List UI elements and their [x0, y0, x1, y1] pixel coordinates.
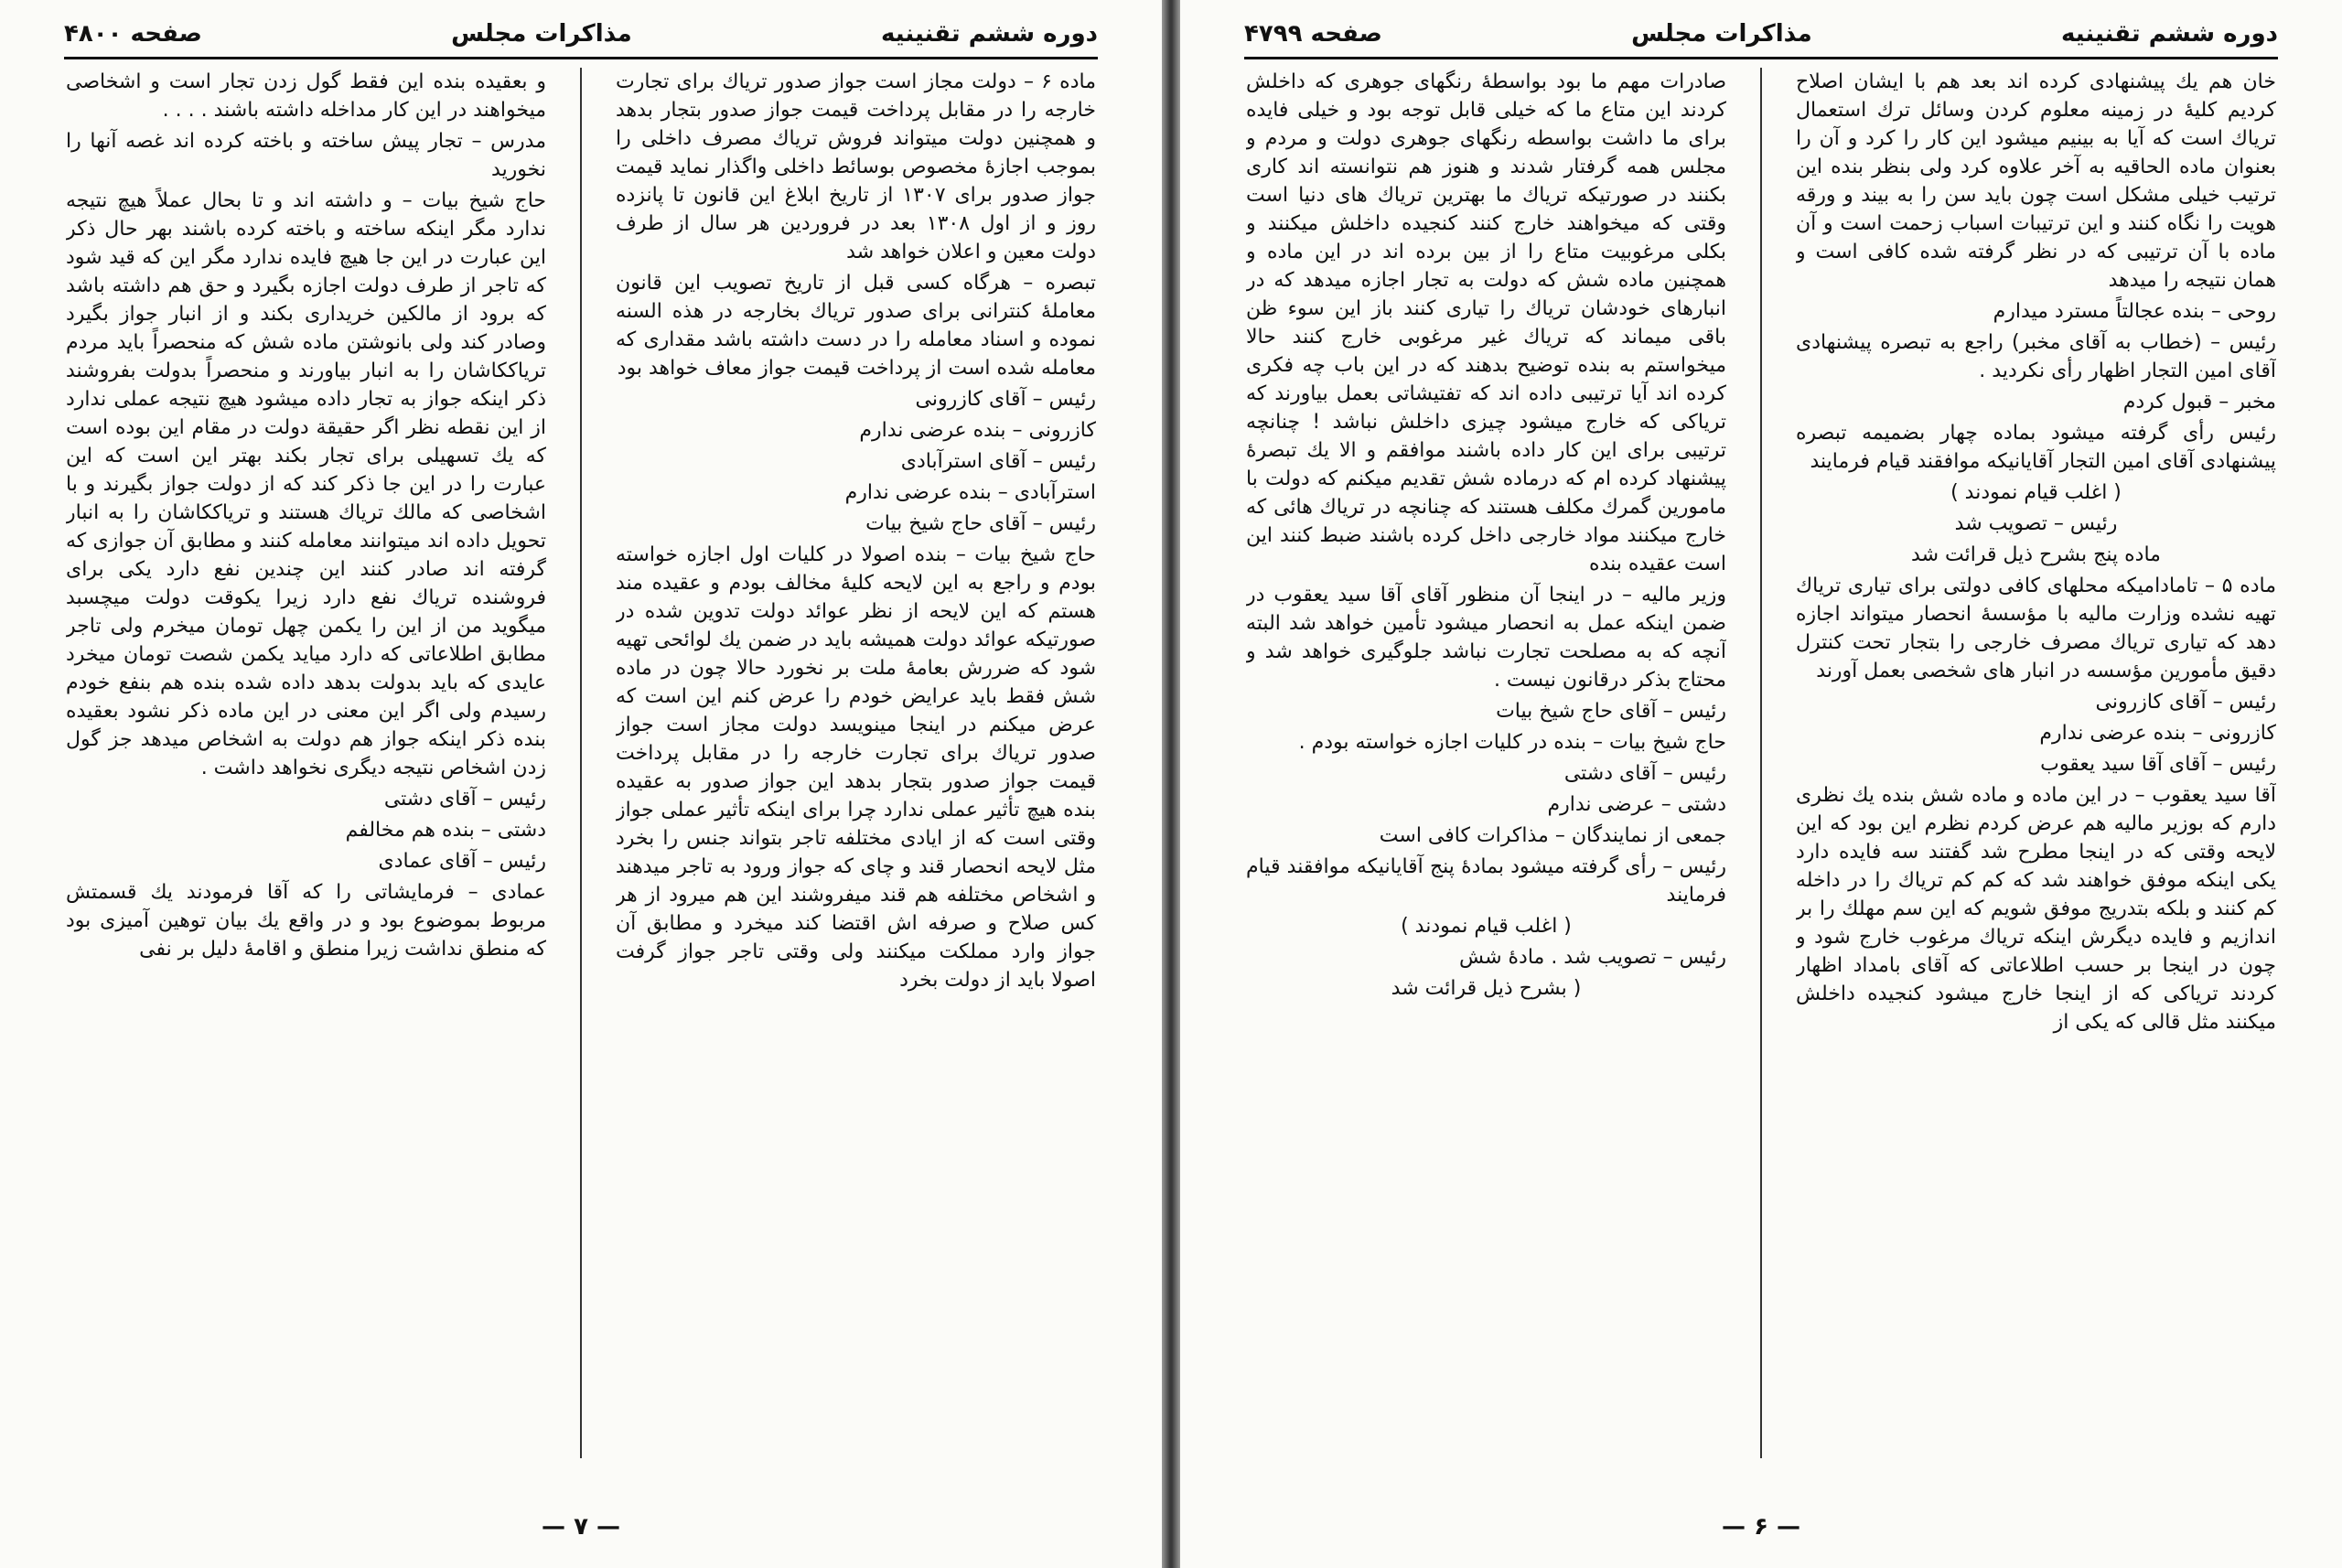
paragraph: رئیس – آقای آقا سید یعقوب: [2040, 753, 2276, 776]
paragraph: مدرس – تجار پیش ساخته و باخته کرده اند غصه آنها را نخورید: [66, 130, 546, 181]
page-4800: [0, 0, 1162, 1568]
paragraph: دشتی – عرضی ندارم: [1547, 793, 1726, 816]
paragraph: رئیس – رأی گرفته میشود بمادهٔ پنج آقایانیکه موافقند قیام فرمایند: [1246, 855, 1726, 907]
paragraph: رئیس – آقای دشتی: [383, 788, 546, 811]
book-gutter: [1162, 0, 1180, 1568]
text-column-left: [66, 68, 546, 1458]
page-number: — ۶ —: [1722, 1513, 1800, 1541]
header-title: مذاکرات مجلس: [1631, 20, 1812, 48]
paragraph: حاج شیخ بیات – بنده در کلیات اجازه خواسته بودم .: [1298, 731, 1726, 754]
paragraph: مخبر – قبول کردم: [2122, 391, 2276, 413]
header-page-label: صفحه ۴۷۹۹: [1244, 20, 1382, 48]
paragraph: وزیر مالیه – در اینجا آن منظور آقای آقا سید یعقوب در ضمن اینکه عمل به انحصار میشود تأمین خواهد شد البته آنچه که به مصلحت تجارت نباشد جلوگیری خواهد شد و محتاج بذکر درقانون نیست .: [1246, 584, 1726, 692]
header-rule: [64, 57, 1098, 59]
text-column-left: [1246, 68, 1726, 1458]
paragraph: رئیس – آقای دشتی: [1563, 762, 1726, 785]
text-column-right: [1796, 68, 2276, 1458]
paragraph: ماده ۵ – تامادامیکه محلهای کافی دولتی برای تیاری تریاك تهیه نشده وزارت مالیه با مؤسسهٔ انحصار میتواند اجازه دهد که تیاری تریاك مصرف خارجی را بتجار تحت کنترل دقیق مأمورین مؤسسه در انبار های شخصی بعمل آورند: [1796, 575, 2276, 682]
paragraph: رئیس – آقای حاج شیخ بیات: [1496, 700, 1726, 723]
paragraph: حاج شیخ بیات – و داشته اند و تا بحال عملاً هیچ نتیجه ندارد مگر اینکه ساخته و باخته کرده باشند بهر حال ذکر این عبارت در این جا هیچ فایده ندارد مگر این که قید شود که تاجر از طرف دولت اجازه بگیرد و حق هم داشته باشد که برود از مالکین خریداری بکند و از انبار جواز بگیرد وصادر کند ولی بانوشتن ماده شش که منحصراً باید مردم تریاککاشان را به انبار بیاورند و منحصراً بدولت بفروشند ذکر اینکه جواز به تجار داده میشود هیچ نتیجه عملی ندارد از این نقطه نظر اگر حقیقة دولت در مقام این بوده است که یك تسهیلی برای تجار بکند بهتر این است که این عبارت را در این جا ذکر کند که از دولت جواز بگیرند و با اشخاصی که مالك تریاك هستند و تریاککاشان را به انبار تحویل داده اند میتوانند معامله کنند و مطابق آن جوازی که گرفته اند صادر کنند این چندین نفع دارد یکی برای فروشنده تریاك نفع دارد زیرا یکوقت دولت میچسبد میگوید من از این را یکمن چهل تومان میخرم ولی تاجر مطابق اطلاعاتی که دارد میاید یکمن شصت تومان میخرد عایدی که باید بدولت بدهد داده شده بنده هم بنفع خودم رسیدم ولی اگر این معنی در این ماده ذکر نشود بعقیده بنده ذکر اینکه جواز هم دولت به اشخاص میدهد جز گول زدن اشخاص نتیجه دیگری نخواهد داشت .: [66, 189, 546, 779]
page-header: [1244, 13, 2278, 55]
paragraph: ( اغلب قیام نمودند ): [1950, 481, 2122, 504]
column-divider: [580, 68, 582, 1458]
page-header: [64, 13, 1098, 55]
header-rule: [1244, 57, 2278, 59]
paragraph: رئیس – آقای عمادی: [378, 850, 546, 873]
paragraph: حاج شیخ بیات – بنده اصولا در کلیات اول اجازه خواسته بودم و راجع به این لایحه کلیهٔ مخالف بودم و عقیده مند هستم که این لایحه از نظر عوائد دولت تدوین شده در صورتیکه عوائد دولت همیشه باید در ضمن یك لوائحی تهیه شود که ضررش بعامهٔ ملت بر نخورد حالا چون در ماده شش فقط باید عرایض خودم را عرض کنم این است که عرض میکنم در اینجا مینویسد دولت مجاز است جواز صدور تریاك برای تجارت خارجه را در مقابل پرداخت قیمت جواز صدور بتجار بدهد این جواز صدور به عقیده بنده هیچ تأثیر عملی ندارد چرا برای اینکه تأثیر عملی جواز وقتی است که از ایادی مختلفه تاجر بتواند جنس را بخرد مثل لایحه انحصار قند و چای که جواز ورود به تاجر میدهند و اشخاص مختلفه هم قند میفروشند این هم میرود از هر کس صلاح و صرفه اش اقتضا کند میخرد و مطابق آن جواز وارد مملکت میکنند ولی وقتی تاجر جواز گرفت اصولا باید از دولت بخرد: [616, 543, 1096, 992]
paragraph: ( بشرح ذیل قرائت شد: [1391, 977, 1582, 1000]
page-number: — ۷ —: [542, 1513, 620, 1541]
paragraph: کازرونی – بنده عرضی ندارم: [2039, 722, 2276, 745]
paragraph: رئیس – تصویب شد: [1954, 512, 2118, 535]
paragraph: صادرات مهم ما بود بواسطهٔ رنگهای جوهری که داخلش کردند این متاع ما که خیلی قابل توجه بود و خیلی فایده برای ما داشت بواسطه رنگهای جوهری دولت و مردم و مجلس همه گرفتار شدند و هنوز هم نتوانسته اند کاری بکنند در صورتیکه تریاك ما بهترین تریاك های دنیا است وقتی که میخواهند خارج کنند کنجیده داخلش میکنند و بکلی مرغوبیت متاع را از بین برده اند در این ماده و همچنین ماده شش که دولت به تجار اجازه میدهد که در انبارهای خودشان تریاك را تیاری کنند باز این سوء ظن باقی میماند که تریاك غیر مرغوبی خارج کنند حالا میخواستم به بنده توضیح بدهند که در این باب چه فکری کرده اند آیا ترتیبی داده اند که تفتیشاتی بعمل بیاورند که تریاکی که خارج میشود چیزی داخلش نباشد ! چنانچه ترتیبی برای این کار داده باشند موافقم و الا یك تبصرهٔ پیشنهاد کرده ام که درماده شش تقدیم میکنم که دولت با مامورین گمرك مکلف هستند که چنانچه در تریاك هائی که خارج میکنند مواد خارجی داخل کرده باشند ضبط کنند این است عقیده بنده: [1246, 70, 1726, 575]
paragraph: رئیس – آقای کازرونی: [915, 388, 1096, 411]
header-period: دوره ششم تقنینیه: [880, 20, 1098, 48]
paragraph: ( اغلب قیام نمودند ): [1401, 915, 1572, 938]
text-column-right: [616, 68, 1096, 1458]
header-title: مذاکرات مجلس: [451, 20, 632, 48]
column-divider: [1760, 68, 1762, 1458]
paragraph: کازرونی – بنده عرضی ندارم: [859, 419, 1096, 442]
paragraph: رئیس رأی گرفته میشود بماده چهار بضمیمه تبصره پیشنهادی آقای امین التجار آقایانیکه موافقند قیام فرمایند: [1796, 422, 2276, 473]
paragraph: روحی – بنده عجالتاً مسترد میدارم: [1993, 300, 2276, 323]
page-4799: [1180, 0, 2342, 1568]
paragraph: دشتی – بنده هم مخالفم: [345, 819, 546, 842]
paragraph: رئیس – (خطاب به آقای مخبر) راجع به تبصره پیشنهادی آقای امین التجار اظهار رأی نکردید .: [1796, 331, 2276, 382]
paragraph: ماده ۶ – دولت مجاز است جواز صدور تریاك برای تجارت خارجه را در مقابل پرداخت قیمت جواز صدور بتجار بدهد و همچنین دولت میتواند فروش تریاك مصرف داخلی را بموجب اجازهٔ مخصوص بوسائط داخلی واگذار نماید قیمت جواز صدور برای ۱۳۰۷ از تاریخ ابلاغ این قانون تا پانزده روز و از اول ۱۳۰۸ بعد در فروردین هر سال از طرف دولت معین و اعلان خواهد شد: [616, 70, 1096, 263]
paragraph: رئیس – تصویب شد . مادهٔ شش: [1459, 946, 1726, 969]
paragraph: خان هم یك پیشنهادی کرده اند بعد هم با ایشان اصلاح کردیم کلیهٔ در زمینه معلوم کردن وسائل ترك استعمال تریاك است که آیا به بینیم میشود این کار را کرد و آن را بعنوان ماده الحاقیه به آخر علاوه کرد ولی بنظر بنده این ترتیب خیلی مشکل است چون باید سن را به بیند و ورقه هویت را نگاه کنند و این ترتیبات اسباب زحمت است و آن ماده با آن ترتیبی که در نظر گرفته شده کافی است و همان نتیجه را میدهد: [1796, 70, 2276, 292]
paragraph: استرآبادی – بنده عرضی ندارم: [844, 481, 1096, 504]
header-page-label: صفحه ۴۸۰۰: [64, 20, 202, 48]
paragraph: ماده پنج بشرح ذیل قرائت شد: [1911, 543, 2161, 566]
paragraph: تبصره – هرگاه کسی قبل از تاریخ تصویب این قانون معاملهٔ کنترانی برای صدور تریاك بخارجه در هذه السنه نموده و اسناد معامله را در دست داشته باشد مقداری که معامله شده است از پرداخت قیمت جواز معاف خواهد بود: [616, 272, 1096, 380]
paragraph: رئیس – آقای استرآبادی: [900, 450, 1096, 473]
paragraph: آقا سید یعقوب – در این ماده و ماده شش بنده یك نظری دارم که بوزیر مالیه هم عرض کردم نظرم این بود که این لایحه وقتی که در اینجا مطرح شد گفتند سه فایده دارد یکی اینکه موفق خواهند شد که کم کم تریاك را در داخله کم کنند و بلکه بتدریج موفق شویم که این سم مهلك را بر اندازیم و فایده دیگرش اینکه تریاك مرغوب خارج شود و چون در اینجا بر حسب اطلاعاتی که آقای بامداد اظهار کردند تریاکی که از اینجا خارج میشود کنجیده داخلش میکنند مثل قالی که یکی از: [1796, 784, 2276, 1034]
header-period: دوره ششم تقنینیه: [2060, 20, 2278, 48]
paragraph: رئیس – آقای کازرونی: [2095, 691, 2276, 714]
paragraph: و بعقیده بنده این فقط گول زدن تجار است و اشخاصی میخواهند در این کار مداخله داشته باشند . . . .: [66, 70, 546, 122]
paragraph: رئیس – آقای حاج شیخ بیات: [865, 512, 1096, 535]
paragraph: جمعی از نمایندگان – مذاکرات کافی است: [1379, 824, 1726, 847]
paragraph: عمادی – فرمایشاتی را که آقا فرمودند یك قسمتش مربوط بموضوع بود و در واقع یك بیان توهین آمیزی بود که منطق نداشت زیرا منطق و اقامهٔ دلیل بر نفی: [66, 881, 546, 961]
